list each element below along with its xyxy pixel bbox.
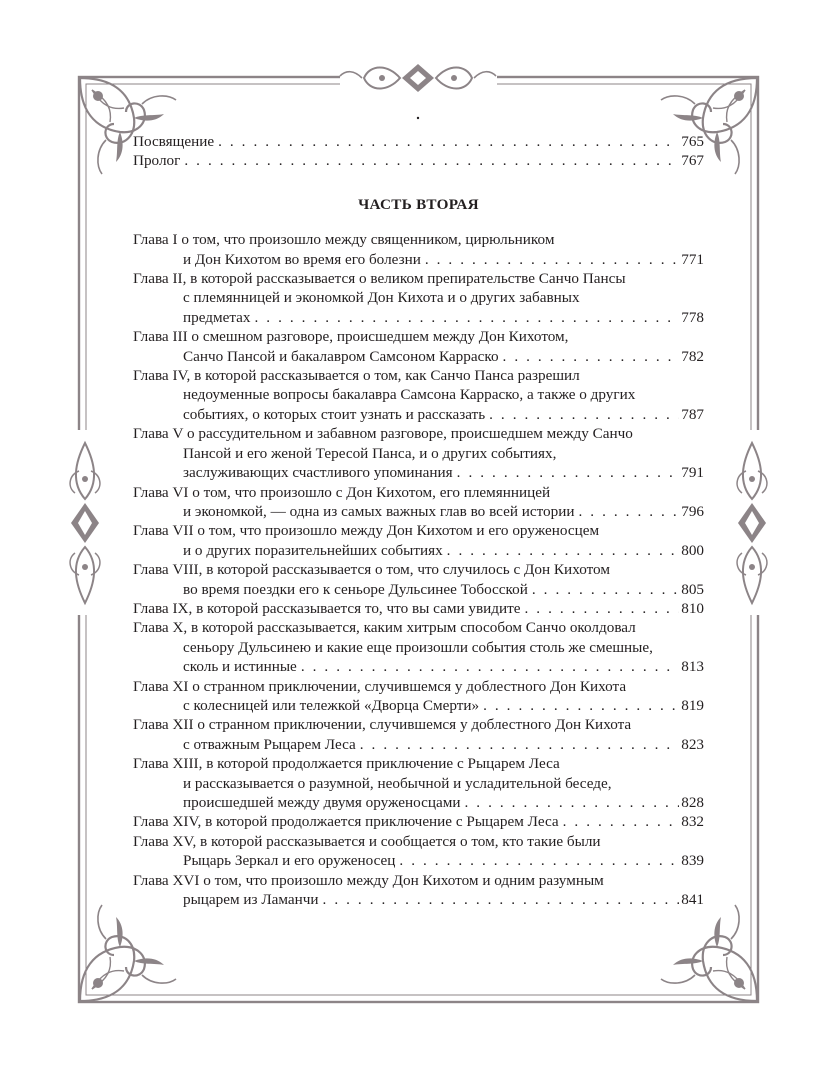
- toc-entry-title-line: с колесницей или тележкой «Дворца Смерти»: [183, 696, 480, 714]
- toc-entry-title-line: Глава XVI о том, что произошло между Дон Кихотом и одним разумным: [133, 871, 604, 889]
- leader-dots: [184, 151, 679, 170]
- toc-entry-chapter[interactable]: [133, 677, 704, 716]
- toc-entry-chapter[interactable]: [133, 327, 704, 366]
- toc-entry-title-line: Рыцарь Зеркал и его оруженосец: [183, 852, 396, 870]
- toc-entry-title-line: Глава VII о том, что произошло между Дон Кихотом и его оруженосцем: [133, 522, 600, 540]
- toc-entry-title-line: сеньору Дульсинею и какие еще произошли события столь же смешные,: [183, 638, 653, 656]
- toc-entry-title-line: событиях, о которых стоит узнать и рассказать: [183, 405, 486, 423]
- leader-dots: [532, 580, 679, 599]
- toc-entry-title-line: с отважным Рыцарем Леса: [183, 735, 356, 753]
- leader-dots: [465, 793, 680, 812]
- toc-entry-chapter[interactable]: [133, 832, 704, 871]
- toc-entry-chapter[interactable]: [133, 618, 704, 676]
- toc-entry-title-line: и о других поразительнейших событиях: [183, 541, 443, 559]
- leader-dots: [323, 890, 680, 909]
- toc-entry-title-line: Глава I о том, что произошло между священником, цирюльником: [133, 231, 555, 249]
- corner-ornament-bottom-right: [661, 905, 757, 1001]
- toc-entry-title-line: предметах: [183, 308, 251, 326]
- toc-page-number: 828: [681, 794, 704, 811]
- table-of-contents: [133, 132, 704, 909]
- leader-dots: [399, 851, 679, 870]
- toc-page-number: 819: [681, 696, 704, 714]
- toc-page-number: 787: [681, 405, 704, 423]
- toc-page-number: 813: [681, 658, 704, 676]
- section-heading: ЧАСТЬ ВТОРАЯ: [358, 195, 479, 213]
- toc-page-number: 778: [681, 308, 704, 326]
- toc-page-number: 765: [681, 133, 704, 150]
- toc-page-number: 823: [681, 735, 704, 753]
- toc-entry-title: Пролог: [133, 152, 181, 170]
- leader-dots: [218, 132, 679, 151]
- small-dot: [417, 117, 419, 119]
- toc-entry-chapter[interactable]: [133, 230, 704, 269]
- toc-page-number: 771: [681, 250, 704, 268]
- corner-ornament-bottom-left: [80, 905, 176, 1001]
- leader-dots: [360, 735, 679, 754]
- leader-dots: [255, 308, 680, 327]
- leader-dots: [301, 657, 679, 676]
- toc-page-number: 805: [681, 580, 704, 598]
- toc-entry-chapter[interactable]: [133, 483, 704, 522]
- leader-dots: [503, 347, 680, 366]
- toc-entry-title-line: Глава XIII, в которой продолжается приключение с Рыцарем Леса: [133, 755, 560, 773]
- toc-entry-title-line: Глава VI о том, что произошло с Дон Кихотом, его племянницей: [133, 483, 551, 501]
- toc-entry-chapter[interactable]: [133, 754, 704, 812]
- toc-entry-title-line: Санчо Пансой и бакалавром Самсоном Карраско: [183, 347, 499, 365]
- toc-entry-title-line: Глава XV, в которой рассказывается и сообщается о том, кто такие были: [133, 832, 601, 850]
- toc-entry-title-line: Глава XI о странном приключении, случившемся у доблестного Дон Кихота: [133, 677, 627, 695]
- toc-entry-chapter[interactable]: [133, 366, 704, 424]
- toc-entry-title-line: Глава II, в которой рассказывается о великом препирательстве Санчо Пансы: [133, 270, 626, 288]
- toc-entry-chapter[interactable]: [133, 812, 704, 831]
- toc-entry-title-line: и экономкой, — одна из самых важных глав во всей истории: [183, 502, 575, 520]
- toc-page-number: 832: [681, 813, 704, 831]
- toc-page-number: 767: [681, 152, 704, 170]
- toc-entry-title-line: Глава IX, в которой рассказывается то, что вы сами увидите: [133, 599, 521, 617]
- toc-entry-chapter[interactable]: [133, 424, 704, 482]
- toc-entry-chapter[interactable]: [133, 521, 704, 560]
- toc-entry-title-line: заслуживающих счастливого упоминания: [183, 464, 453, 482]
- leader-dots: [525, 599, 680, 618]
- toc-entry-title-line: Глава VIII, в которой рассказывается о том, что случилось с Дон Кихотом: [133, 561, 610, 579]
- toc-entry-title-line: во время поездки его к сеньоре Дульсинее Тобосской: [183, 580, 528, 598]
- toc-entry-chapter[interactable]: [133, 599, 704, 618]
- toc-page-number: 800: [681, 541, 704, 559]
- toc-entry-chapter[interactable]: [133, 269, 704, 327]
- toc-entry-prologue[interactable]: [133, 151, 704, 170]
- toc-entry-title-line: с племянницей и экономкой Дон Кихота и о других забавных: [183, 289, 580, 307]
- toc-entry-title-line: Пансой и его женой Тересой Панса, и о других событиях,: [183, 444, 557, 462]
- leader-dots: [425, 250, 679, 269]
- toc-page-number: 791: [681, 464, 704, 482]
- toc-entry-title-line: и Дон Кихотом во время его болезни: [183, 250, 421, 268]
- toc-entry-chapter[interactable]: [133, 871, 704, 910]
- leader-dots: [563, 812, 680, 831]
- toc-entry-title: Посвящение: [133, 133, 215, 150]
- toc-entry-dedication[interactable]: [133, 132, 704, 151]
- toc-entry-chapter[interactable]: [133, 560, 704, 599]
- toc-entry-chapter[interactable]: [133, 715, 704, 754]
- leader-dots: [447, 541, 680, 560]
- toc-entry-title-line: Глава XII о странном приключении, случившемся у доблестного Дон Кихота: [133, 716, 632, 734]
- chapter-list: [133, 230, 704, 909]
- toc-entry-title-line: Глава IV, в которой рассказывается о том, как Санчо Панса разрешил: [133, 367, 580, 385]
- toc-entry-title-line: сколь и истинные: [183, 658, 297, 676]
- toc-entry-title-line: рыцарем из Ламанчи: [183, 891, 319, 909]
- toc-entry-title-line: и рассказывается о разумной, необычной и усладительной беседе,: [183, 774, 612, 792]
- toc-entry-title-line: Глава X, в которой рассказывается, каким хитрым способом Санчо околдовал: [133, 619, 636, 637]
- toc-page-number: 782: [681, 347, 704, 365]
- toc-page-number: 841: [681, 891, 704, 909]
- toc-page-number: 796: [681, 502, 704, 520]
- toc-page-number: 810: [681, 599, 704, 617]
- leader-dots: [457, 463, 680, 482]
- toc-entry-title-line: Глава III о смешном разговоре, происшедшем между Дон Кихотом,: [133, 328, 569, 346]
- toc-entry-title-line: Глава V о рассудительном и забавном разговоре, происшедшем между Санчо: [133, 425, 633, 443]
- toc-page-number: 839: [681, 852, 704, 870]
- toc-entry-title-line: недоуменные вопросы бакалавра Самсона Карраско, а также о других: [183, 386, 636, 404]
- leader-dots: [579, 502, 680, 521]
- leader-dots: [489, 405, 679, 424]
- toc-entry-title-line: Глава XIV, в которой продолжается приключение с Рыцарем Леса: [133, 813, 559, 831]
- leader-dots: [483, 696, 679, 715]
- toc-entry-title-line: происшедшей между двумя оруженосцами: [183, 794, 461, 811]
